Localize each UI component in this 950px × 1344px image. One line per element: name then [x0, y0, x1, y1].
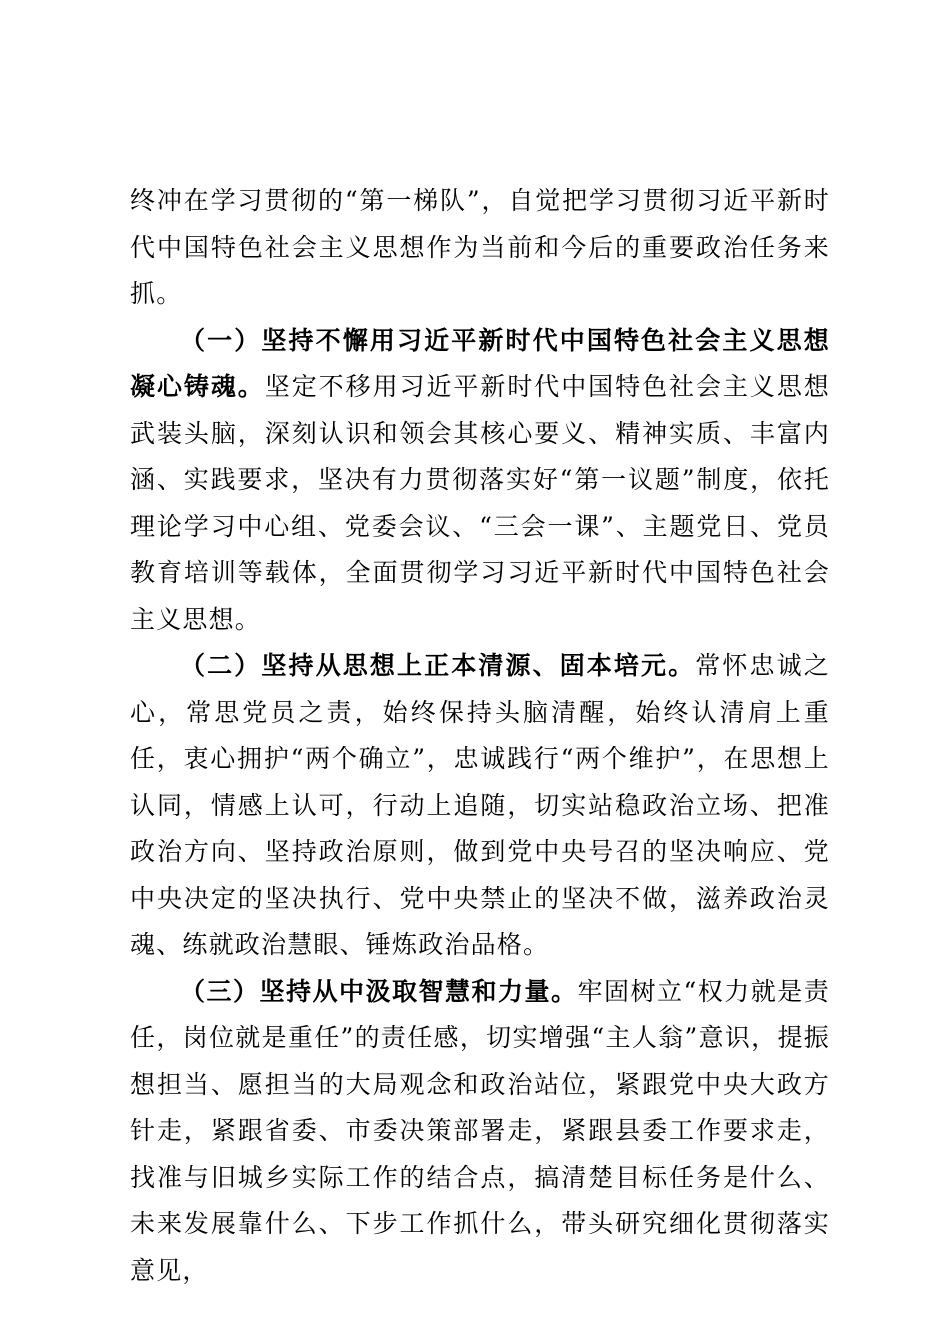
section-heading-2: （二）坚持从思想上正本清源、固本培元。 — [180, 651, 696, 680]
paragraph-section-3 — [130, 969, 830, 1295]
paragraph-continuation — [130, 178, 830, 318]
paragraph-section-2 — [130, 643, 830, 969]
document-body — [130, 178, 830, 1294]
section-body-2: 常怀忠诚之心，常思党员之责，始终保持头脑清醒，始终认清肩上重任，衷心拥护“两个确立”，忠诚践行“两个维护”，在思想上认同，情感上认可，行动上追随，切实站稳政治立场、把准政治方向、坚持政治原则，做到党中央号召的坚决响应、党中央决定的坚决执行、党中央禁止的坚决不做，滋养政治灵魂、练就政治慧眼、锤炼政治品格。 — [130, 651, 830, 959]
section-body-1: 坚定不移用习近平新时代中国特色社会主义思想武装头脑，深刻认识和领会其核心要义、精神实质、丰富内涵、实践要求，坚决有力贯彻落实好“第一议题”制度，依托理论学习中心组、党委会议、“三会一课”、主题党日、党员教育培训等载体，全面贯彻学习习近平新时代中国特色社会主义思想。 — [130, 372, 830, 634]
section-body-3: 牢固树立“权力就是责任，岗位就是重任”的责任感，切实增强“主人翁”意识，提振想担当、愿担当的大局观念和政治站位，紧跟党中央大政方针走，紧跟省委、市委决策部署走，紧跟县委工作要求走，找准与旧城乡实际工作的结合点，搞清楚目标任务是什么、未来发展靠什么、下步工作抓什么，带头研究细化贯彻落实意见， — [130, 976, 830, 1285]
section-heading-3: （三）坚持从中汲取智慧和力量。 — [180, 976, 578, 1006]
paragraph-section-1 — [130, 318, 830, 644]
section-heading-1: （一）坚持不懈用习近平新时代中国特色社会主义思想凝心铸魂。 — [130, 325, 830, 401]
paragraph-text: 终冲在学习贯彻的“第一梯队”，自觉把学习贯彻习近平新时代中国特色社会主义思想作为当前和今后的重要政治任务来抓。 — [130, 186, 830, 308]
